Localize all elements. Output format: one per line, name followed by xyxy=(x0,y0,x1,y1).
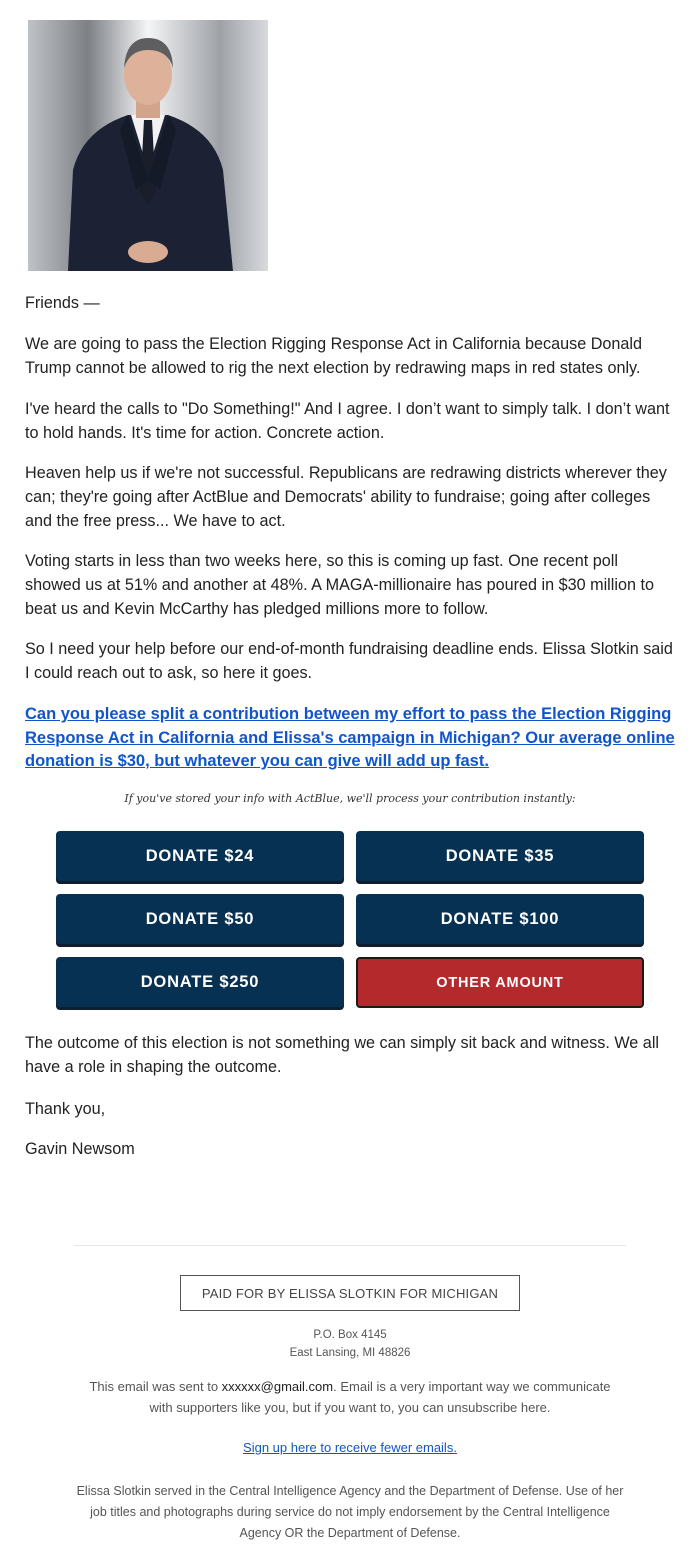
sent-prefix: This email was sent to xyxy=(89,1379,222,1394)
fewer-emails-link[interactable]: Sign up here to receive fewer emails. xyxy=(243,1440,457,1455)
donate-50-button[interactable]: DONATE $50 xyxy=(56,894,344,944)
body-paragraph: We are going to pass the Election Rigging Response Act in California because Donald Trump cannot be allowed to rig the next election by redrawing maps in red states only. xyxy=(25,335,642,377)
address-line: East Lansing, MI 48826 xyxy=(289,1347,411,1359)
donate-24-button[interactable]: DONATE $24 xyxy=(56,831,344,881)
body-paragraph: Voting starts in less than two weeks here, so this is coming up fast. One recent poll showed us at 51% and another at 48%. A MAGA-millionaire has poured in $30 million to beat us and Kevin McCarthy has pledged millions more to follow. xyxy=(25,552,654,618)
footer-divider xyxy=(74,1245,626,1246)
donate-250-button[interactable]: DONATE $250 xyxy=(56,957,344,1007)
paid-for-disclaimer: PAID FOR BY ELISSA SLOTKIN FOR MICHIGAN xyxy=(180,1275,520,1311)
donation-ask-link[interactable]: Can you please split a contribution between my effort to pass the Election Rigging Response Act in California and Elissa's campaign in Michigan? Our average online donation is $30, but whatever you can give will add up fast. xyxy=(25,705,675,770)
donate-35-button[interactable]: DONATE $35 xyxy=(356,831,644,881)
recipient-email: xxxxxx@gmail.com xyxy=(221,1379,334,1394)
signature: Gavin Newsom xyxy=(25,1140,135,1158)
mailing-address xyxy=(0,1326,700,1362)
disclaimer-text: Elissa Slotkin served in the Central Intelligence Agency and the Department of Defense. Use of her job titles and photographs during service do not imply endorsement by the Central Intelligence Agency OR the Department of Defense. xyxy=(76,1484,624,1540)
service-disclaimer xyxy=(0,1481,700,1544)
donate-100-button[interactable]: DONATE $100 xyxy=(356,894,644,944)
greeting: Friends — xyxy=(25,294,100,312)
actblue-note: If you've stored your info with ActBlue, we'll process your contribution instantly: xyxy=(124,792,576,805)
other-amount-button[interactable]: OTHER AMOUNT xyxy=(356,957,644,1008)
sent-to-text xyxy=(80,1376,620,1418)
closing-paragraph: The outcome of this election is not something we can simply sit back and witness. We all have a role in shaping the outcome. xyxy=(25,1034,660,1076)
body-paragraph: Heaven help us if we're not successful. Republicans are redrawing districts wherever they can; they're going after ActBlue and Democrats' ability to fundraise; going after colleges and the free press... We have to act. xyxy=(25,464,667,530)
sent-suffix[interactable]: . Email is a very important way we communicate with supporters like you, but if you want to, you can unsubscribe here. xyxy=(149,1379,611,1415)
body-paragraph: I've heard the calls to "Do Something!" And I agree. I don’t want to simply talk. I don’t want to hold hands. It's time for action. Concrete action. xyxy=(25,400,670,442)
candidate-photo xyxy=(28,20,268,271)
body-paragraph: So I need your help before our end-of-month fundraising deadline ends. Elissa Slotkin said I could reach out to ask, so here it goes. xyxy=(25,640,673,682)
sent-to-notice xyxy=(0,1376,700,1418)
sign-off: Thank you, xyxy=(25,1100,106,1118)
address-line: P.O. Box 4145 xyxy=(313,1329,387,1341)
